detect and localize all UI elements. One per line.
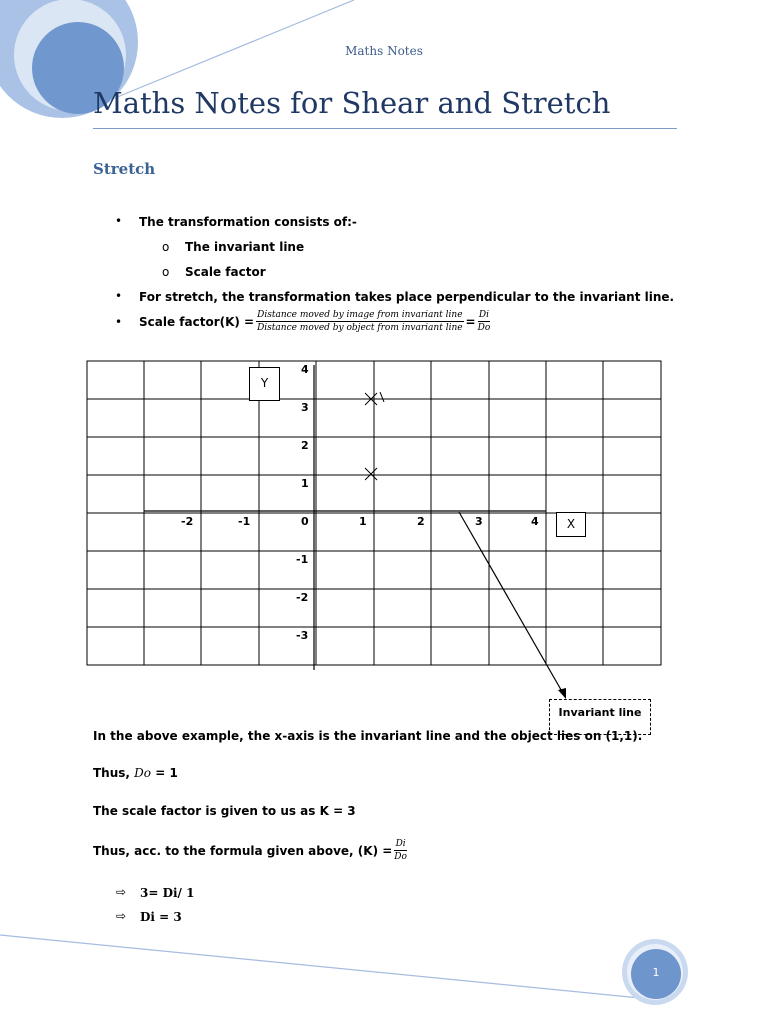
y-axis-label: Y xyxy=(249,367,280,401)
bullet-dot: • xyxy=(115,214,123,228)
x-tick-label: -2 xyxy=(181,515,194,528)
arrow-bullet-icon: ⇨ xyxy=(116,909,127,923)
equals-sign: = xyxy=(465,314,476,329)
fraction-denominator: Do xyxy=(394,852,407,862)
sub-bullet-text: Scale factor xyxy=(185,265,266,279)
y-tick-label: 3 xyxy=(301,401,309,414)
invariant-line-callout: Invariant line xyxy=(549,699,651,735)
x-tick-label: -1 xyxy=(238,515,251,528)
solution-step: 3= Di/ 1 xyxy=(140,886,195,900)
formula-application xyxy=(93,838,407,863)
fraction-numerator: Di xyxy=(478,310,489,320)
x-tick-label: 3 xyxy=(475,515,483,528)
text-prefix: Thus, xyxy=(93,766,130,780)
do-value-line xyxy=(93,766,178,780)
y-tick-label: -3 xyxy=(296,629,309,642)
fraction-numerator: Distance moved by image from invariant line xyxy=(257,310,463,320)
section-heading: Stretch xyxy=(93,160,156,178)
di-do-fraction xyxy=(394,838,407,863)
x-tick-label: 4 xyxy=(531,515,539,528)
x-tick-label: 2 xyxy=(417,515,425,528)
arrow-bullet-icon: ⇨ xyxy=(116,885,127,899)
running-header: Maths Notes xyxy=(345,44,423,58)
text-suffix: = 1 xyxy=(155,766,178,780)
sub-bullet-text: The invariant line xyxy=(185,240,305,254)
y-tick-label: 2 xyxy=(301,439,309,452)
scale-factor-statement: The scale factor is given to us as K = 3 xyxy=(93,804,356,818)
bullet-text: For stretch, the transformation takes place perpendicular to the invariant line. xyxy=(139,290,675,304)
page-title: Maths Notes for Shear and Stretch xyxy=(93,86,611,120)
x-tick-label: 1 xyxy=(359,515,367,528)
x-tick-label: 0 xyxy=(301,515,309,528)
explanation-paragraph: In the above example, the x-axis is the invariant line and the object lies on (1,1). xyxy=(93,729,643,743)
invariant-line-arrow xyxy=(459,512,564,695)
math-do: Do xyxy=(134,766,152,780)
sub-bullet-circle: o xyxy=(162,265,170,279)
x-axis-label: X xyxy=(556,512,586,537)
y-tick-label: -1 xyxy=(296,553,309,566)
arrow-head xyxy=(558,688,566,699)
y-tick-label: 4 xyxy=(301,363,309,376)
object-point-marker xyxy=(365,468,377,480)
bullet-text: The transformation consists of:- xyxy=(139,215,357,229)
fraction-numerator: Di xyxy=(395,839,406,849)
solution-step: Di = 3 xyxy=(140,910,182,924)
bullet-dot: • xyxy=(115,289,123,303)
fraction-denominator: Do xyxy=(477,323,491,333)
page-number: 1 xyxy=(652,966,660,979)
y-tick-label: 1 xyxy=(301,477,309,490)
formula-prefix: Scale factor(K) = xyxy=(139,314,255,329)
text-prefix: Thus, acc. to the formula given above, (K) = xyxy=(93,843,393,858)
sub-bullet-circle: o xyxy=(162,240,170,254)
y-tick-label: -2 xyxy=(296,591,309,604)
fraction-denominator: Distance moved by object from invariant line xyxy=(257,323,463,333)
bullet-dot: • xyxy=(115,315,123,329)
